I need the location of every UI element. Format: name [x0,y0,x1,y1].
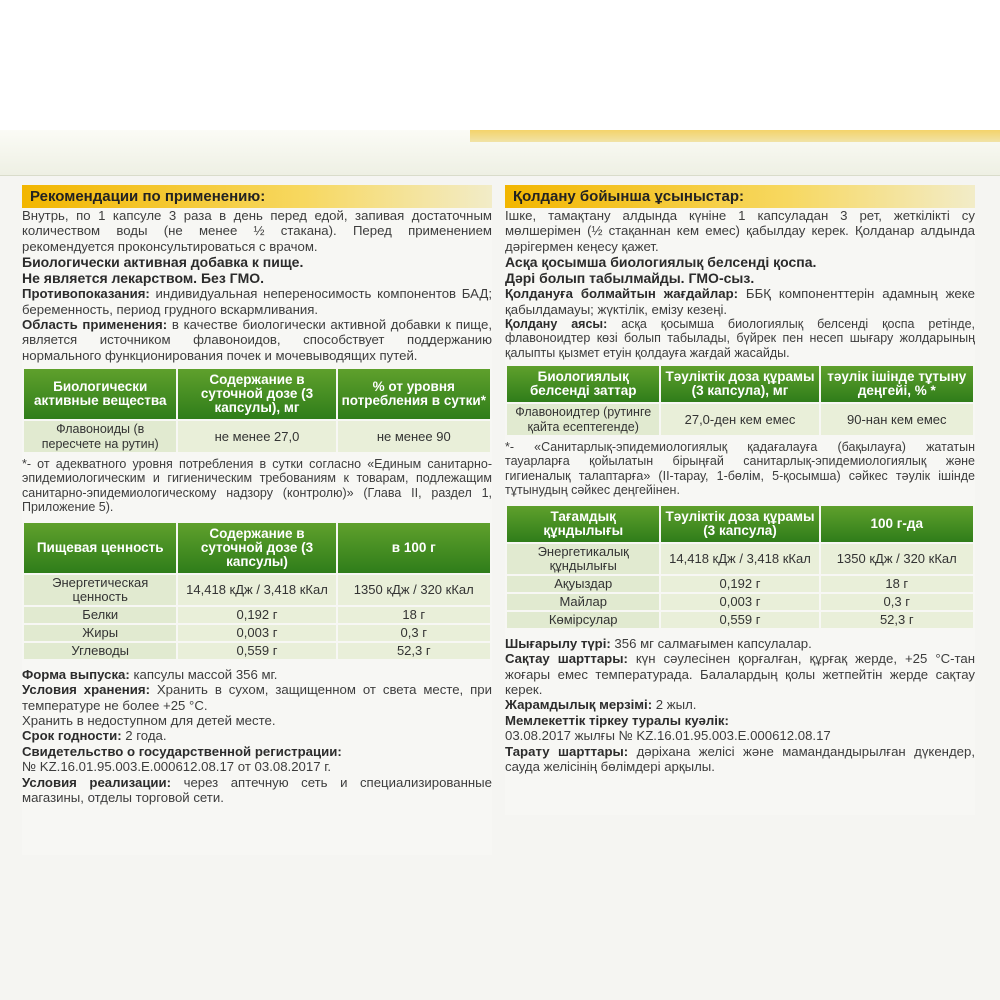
ru-usage-header: Рекомендации по применению: [22,185,492,208]
ru-shelf-label: Срок годности: [22,728,122,744]
ru-sale-conditions [22,775,492,806]
ru-footnote: *- от адекватного уровня потребления в сутки согласно «Единым санитарно-эпидемиологическим и гигиеническим требованиям к товарам, подлежащим санитарно-эпидемиологическому надзору (контролю)» (Глава II, раздел 1, Приложение 5). [22,457,492,515]
kz-shelf-life [505,697,975,712]
ru-area-label: Область применения: [22,317,168,333]
ru-contraindications [22,286,492,317]
ru-t2-cell: 18 г [337,606,491,624]
kz-sale-text: дәрiхана желiсi және мамандандырылған дүкендер, сауда желiсiнiң бөлiмдерi арқылы. [505,743,975,774]
kz-t2-header-2: Тәуліктік доза құрамы (3 капсула) [660,505,819,543]
kz-sale-conditions [505,744,975,775]
kz-t1-cell: Флавоноидтер (рутинге қайта есептегенде) [506,403,660,436]
ru-contra-label: Противопоказания: [22,286,150,302]
kz-t2-cell: 1350 кДж / 320 кКал [820,543,974,575]
kz-t2-cell: 0,559 г [660,611,819,629]
kz-t1-header-3: тәулік ішінде тұтыну деңгейі, % * [820,365,974,403]
kz-t2-header-1: Тағамдық құндылығы [506,505,660,543]
ru-t2-cell: 0,559 г [177,642,336,660]
kz-active-substances-table [505,364,975,437]
table-row [506,543,974,575]
ru-t2-cell: 14,418 кДж / 3,418 кКал [177,574,336,606]
ru-t2-header-3: в 100 г [337,522,491,574]
kz-storage [505,651,975,697]
ru-sale-label: Условия реализации: [22,774,172,790]
kz-not-drug-line: Дәрі болып табылмайды. ГМО-сыз. [505,270,755,287]
panel-russian [22,185,492,855]
kz-usage-header: Қолдану бойынша ұсыныстар: [505,185,975,208]
ru-t2-cell: 1350 кДж / 320 кКал [337,574,491,606]
ru-storage [22,682,492,713]
kz-application-area [505,317,975,360]
ru-storage-children: Хранить в недоступном для детей месте. [22,712,276,728]
ru-storage-text: Хранить в сухом, защищенном от света месте, при температуре не более +25 °С. [22,682,492,713]
panel-kazakh [505,185,975,815]
kz-nutrition-table [505,504,975,630]
kz-t2-cell: 52,3 г [820,611,974,629]
kz-registration [505,713,975,728]
kz-contraindications [505,286,975,317]
ru-supplement-line: Биологически активная добавка к пище. [22,254,304,271]
ru-t2-cell: Энергетическая ценность [23,574,177,606]
ru-t2-cell: Углеводы [23,642,177,660]
kz-t2-cell: Энергетикалық құндылығы [506,543,660,575]
kz-usage-text: Ішке, тамақтану алдында күніне 1 капсуладан 3 рет, жеткілікті су мөлшерімен (½ стақаннан кем емес) қабылдау керек. Қолданар алдында дәрігермен кеңесу қажет. [505,208,975,254]
kz-t2-cell: Ақуыздар [506,575,660,593]
kz-form-label: Шығарылу түрі: [505,635,611,651]
ru-storage-label: Условия хранения: [22,682,150,698]
table-row [506,611,974,629]
ru-shelf-life [22,728,492,743]
ru-t1-header-3: % от уровня потребления в сутки* [337,368,491,420]
ru-t1-cell: Флавоноиды (в пересчете на рутин) [23,420,177,453]
ru-t2-cell: 0,3 г [337,624,491,642]
kz-t1-header-2: Тәуліктік доза құрамы (3 капсула), мг [660,365,819,403]
table-row [23,642,491,660]
ru-t2-cell: 0,192 г [177,606,336,624]
ru-t1-header-1: Биологически активные вещества [23,368,177,420]
ru-form-label: Форма выпуска: [22,666,130,682]
kz-form-text: 356 мг салмағымен капсулалар. [610,635,812,651]
kz-release-form [505,636,975,651]
ru-t1-header-2: Содержание в суточной дозе (3 капсулы), мг [177,368,336,420]
ru-registration [22,744,492,759]
kz-t1-header-1: Биологиялық белсенді заттар [506,365,660,403]
kz-t2-cell: Көмірсулар [506,611,660,629]
package-top-stripe [470,130,1000,142]
ru-t2-cell: 52,3 г [337,642,491,660]
kz-contra-label: Қолдануға болмайтын жағдайлар: [505,286,739,302]
ru-t2-cell: Белки [23,606,177,624]
kz-t2-cell: 0,192 г [660,575,819,593]
ru-nutrition-table [22,521,492,661]
table-row [23,606,491,624]
kz-sale-label: Тарату шарттары: [505,743,629,759]
ru-area-text: в качестве биологически активной добавки к пище, является источником флавоноидов, способствует поддержанию нормального функционирования почек и мочевыводящих путей. [22,317,493,363]
table-row [506,593,974,611]
ru-registration-number: № KZ.16.01.95.003.Е.000612.08.17 от 03.08.2017 г. [22,759,332,775]
kz-supplement-line: Асқа қосымша биологиялық белсенді қоспа. [505,254,817,271]
table-row [506,403,974,436]
ru-release-form [22,667,492,682]
kz-area-label: Қолдану аясы: [505,317,608,332]
kz-t2-header-3: 100 г-да [820,505,974,543]
ru-t2-header-2: Содержание в суточной дозе (3 капсулы) [177,522,336,574]
kz-t1-cell: 27,0-ден кем емес [660,403,819,436]
ru-sale-text: через аптечную сеть и специализированные магазины, отделы торговой сети. [22,774,492,805]
kz-t2-cell: 0,003 г [660,593,819,611]
kz-t2-cell: 18 г [820,575,974,593]
ru-not-drug-line: Не является лекарством. Без ГМО. [22,270,265,287]
ru-t1-cell: не менее 27,0 [177,420,336,453]
ru-active-substances-table [22,367,492,454]
ru-reg-label: Свидетельство о государственной регистрации: [22,743,342,759]
kz-t2-cell: Майлар [506,593,660,611]
table-row [23,624,491,642]
ru-t2-cell: Жиры [23,624,177,642]
ru-form-text: капсулы массой 356 мг. [129,666,278,682]
ru-t2-header-1: Пищевая ценность [23,522,177,574]
kz-reg-label: Мемлекеттік тіркеу туралы куәлік: [505,712,729,728]
kz-area-text: асқа қосымша биологиялық белсенді қоспа ретінде, флавоноидтер көзі болып табылады, бүйрек пен несеп шығару жолдарының қалыпты қызмет етуін қолдауға жағдай жасайды. [505,317,976,360]
ru-t2-cell: 0,003 г [177,624,336,642]
kz-contra-text: ББҚ компоненттерін адамның жеке қабылдамауы; жүктілік, емізу кезеңі. [505,286,975,317]
ru-shelf-text: 2 года. [121,728,167,744]
kz-storage-text: күн сәулесінен қорғалған, құрғақ жерде, +25 °С-тан жоғары емес температурада. Балалардың қолы жетпейтін жерде сақтау керек. [505,651,976,697]
kz-t2-cell: 0,3 г [820,593,974,611]
kz-storage-label: Сақтау шарттары: [505,651,628,667]
ru-contra-text: индивидуальная непереносимость компонентов БАД; беременность, период грудного вскармливания. [22,286,492,317]
kz-shelf-text: 2 жыл. [652,697,697,713]
kz-t1-cell: 90-нан кем емес [820,403,974,436]
table-row [23,574,491,606]
kz-registration-number: 03.08.2017 жылғы № KZ.16.01.95.003.Е.000612.08.17 [505,728,831,744]
ru-t1-cell: не менее 90 [337,420,491,453]
table-row [506,575,974,593]
ru-application-area [22,317,492,363]
kz-footnote: *- «Санитарлық-эпидемиологиялық қадағалауға (бақылауға) жататын тауарларға қойылатын бірыңғай санитарлық-эпидемиологиялық және гигиеналық талаптарға» (II-тарау, 1-бөлім, 5-қосымша) сәйкес тәулік ішінде тұтынудың сәйкес деңгейінен. [505,440,975,498]
kz-t2-cell: 14,418 кДж / 3,418 кКал [660,543,819,575]
table-row [23,420,491,453]
kz-shelf-label: Жарамдылық мерзімі: [505,697,653,713]
ru-usage-text: Внутрь, по 1 капсуле 3 раза в день перед едой, запивая достаточным количеством воды (не менее ½ стакана). Перед применением рекомендуется проконсультироваться с врачом. [22,208,492,254]
